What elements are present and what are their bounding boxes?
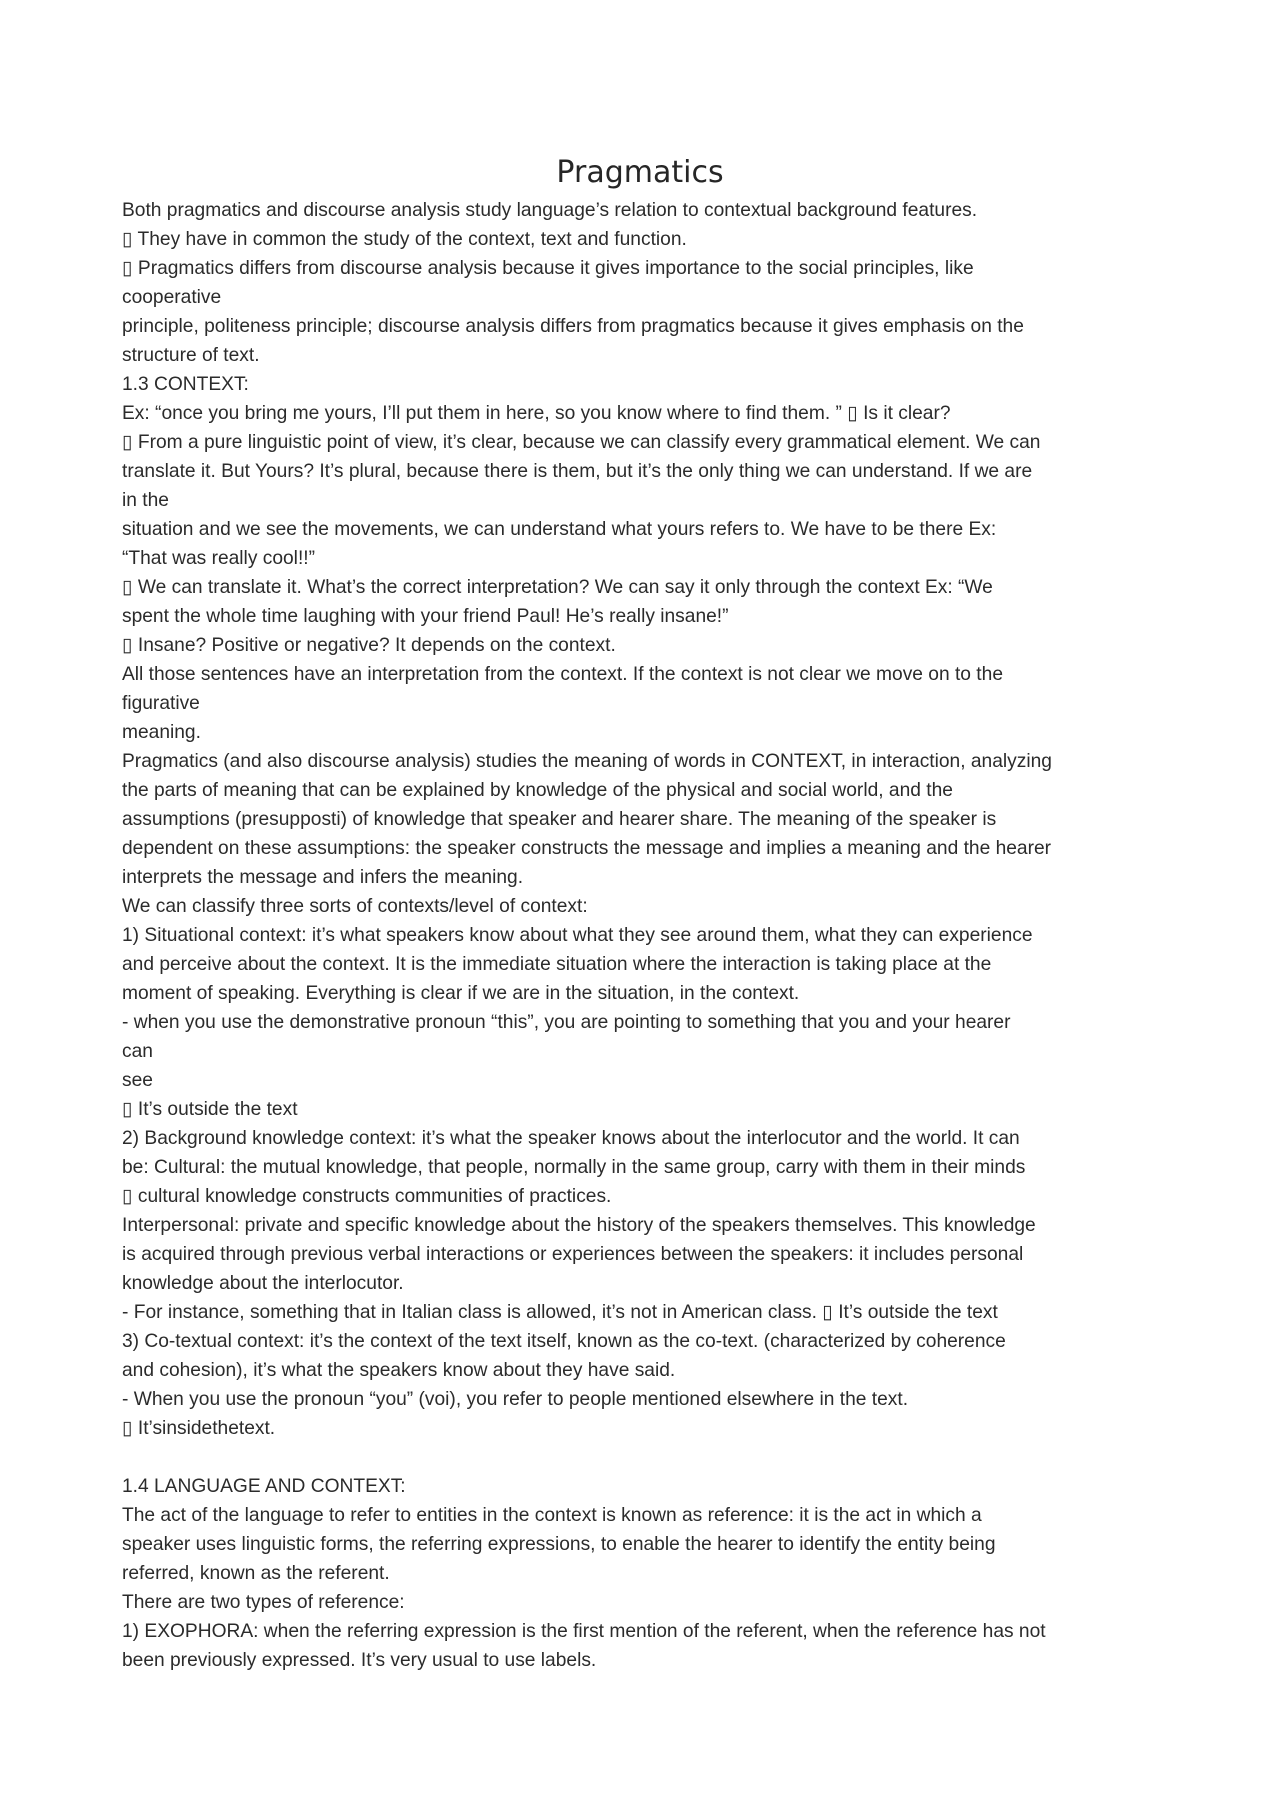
text-line: situation and we see the movements, we can understand what yours refers to. We have to be there Ex: — [122, 519, 997, 540]
document-body — [122, 196, 1172, 1675]
text-line: 3) Co-textual context: it’s the context of the text itself, known as the co-text. (characterized by coherence — [122, 1331, 1006, 1352]
text-line: The act of the language to refer to entities in the context is known as reference: it is the act in which a — [122, 1505, 982, 1526]
text-line: “That was really cool!!” — [122, 548, 315, 569]
text-line: see — [122, 1070, 153, 1091]
text-line: ▯ Insane? Positive or negative? It depends on the context. — [122, 635, 616, 656]
text-line: is acquired through previous verbal interactions or experiences between the speakers: it includes personal — [122, 1244, 1024, 1265]
text-line: knowledge about the interlocutor. — [122, 1273, 404, 1294]
text-line: All those sentences have an interpretation from the context. If the context is not clear we move on to the — [122, 664, 1003, 685]
text-line: assumptions (presupposti) of knowledge that speaker and hearer share. The meaning of the speaker is — [122, 809, 997, 830]
text-line: - when you use the demonstrative pronoun “this”, you are pointing to something that you and your hearer — [122, 1012, 1011, 1033]
text-line: dependent on these assumptions: the speaker constructs the message and implies a meaning and the hearer — [122, 838, 1052, 859]
text-line: can — [122, 1041, 153, 1062]
text-line: structure of text. — [122, 345, 260, 366]
text-line: moment of speaking. Everything is clear if we are in the situation, in the context. — [122, 983, 800, 1004]
text-line: ▯ It’s outside the text — [122, 1099, 298, 1120]
text-line: - When you use the pronoun “you” (voi), you refer to people mentioned elsewhere in the text. — [122, 1389, 909, 1410]
text-line: and cohesion), it’s what the speakers know about they have said. — [122, 1360, 676, 1381]
text-line: 1) EXOPHORA: when the referring expression is the first mention of the referent, when the reference has not — [122, 1621, 1046, 1642]
text-line: ▯ cultural knowledge constructs communities of practices. — [122, 1186, 612, 1207]
text-line: ▯ They have in common the study of the context, text and function. — [122, 229, 687, 250]
text-line: and perceive about the context. It is the immediate situation where the interaction is taking place at the — [122, 954, 992, 975]
text-line: Ex: “once you bring me yours, I’ll put them in here, so you know where to find them. ” ▯ Is it clear? — [122, 403, 951, 424]
text-line: Pragmatics (and also discourse analysis) studies the meaning of words in CONTEXT, in interaction, analyzing — [122, 751, 1052, 772]
text-line: ▯ From a pure linguistic point of view, it’s clear, because we can classify every grammatical element. We can — [122, 432, 1041, 453]
text-line: referred, known as the referent. — [122, 1563, 390, 1584]
blank-line — [122, 1443, 1172, 1472]
text-line: 1) Situational context: it’s what speakers know about what they see around them, what they can experience — [122, 925, 1033, 946]
text-line: There are two types of reference: — [122, 1592, 405, 1613]
page-title: Pragmatics — [556, 155, 724, 190]
text-line: 1.4 LANGUAGE AND CONTEXT: — [122, 1476, 406, 1497]
text-line: in the — [122, 490, 169, 511]
text-line: We can classify three sorts of contexts/level of context: — [122, 896, 588, 917]
text-line: 2) Background knowledge context: it’s what the speaker knows about the interlocutor and the world. It can — [122, 1128, 1020, 1149]
text-line: cooperative — [122, 287, 222, 308]
text-line: principle, politeness principle; discourse analysis differs from pragmatics because it gives emphasis on the — [122, 316, 1024, 337]
text-line: interprets the message and infers the meaning. — [122, 867, 524, 888]
text-line: be: Cultural: the mutual knowledge, that people, normally in the same group, carry with them in their minds — [122, 1157, 1026, 1178]
text-line: 1.3 CONTEXT: — [122, 374, 249, 395]
text-line: translate it. But Yours? It’s plural, because there is them, but it’s the only thing we can understand. If we are — [122, 461, 1033, 482]
text-line: been previously expressed. It’s very usual to use labels. — [122, 1650, 597, 1671]
text-line: ▯ We can translate it. What’s the correct interpretation? We can say it only through the context Ex: “We — [122, 577, 993, 598]
text-line: the parts of meaning that can be explained by knowledge of the physical and social world, and the — [122, 780, 953, 801]
text-line: ▯ It’sinsidethetext. — [122, 1418, 276, 1439]
text-line: Both pragmatics and discourse analysis study language’s relation to contextual background features. — [122, 200, 978, 221]
text-line: Interpersonal: private and specific knowledge about the history of the speakers themselves. This knowledge — [122, 1215, 1036, 1236]
text-line: - For instance, something that in Italian class is allowed, it’s not in American class. ▯ It’s outside the text — [122, 1302, 998, 1323]
text-line: spent the whole time laughing with your friend Paul! He’s really insane!” — [122, 606, 729, 627]
text-line: speaker uses linguistic forms, the referring expressions, to enable the hearer to identify the entity being — [122, 1534, 996, 1555]
text-line: meaning. — [122, 722, 201, 743]
text-line: ▯ Pragmatics differs from discourse analysis because it gives importance to the social principles, like — [122, 258, 974, 279]
text-line: figurative — [122, 693, 200, 714]
